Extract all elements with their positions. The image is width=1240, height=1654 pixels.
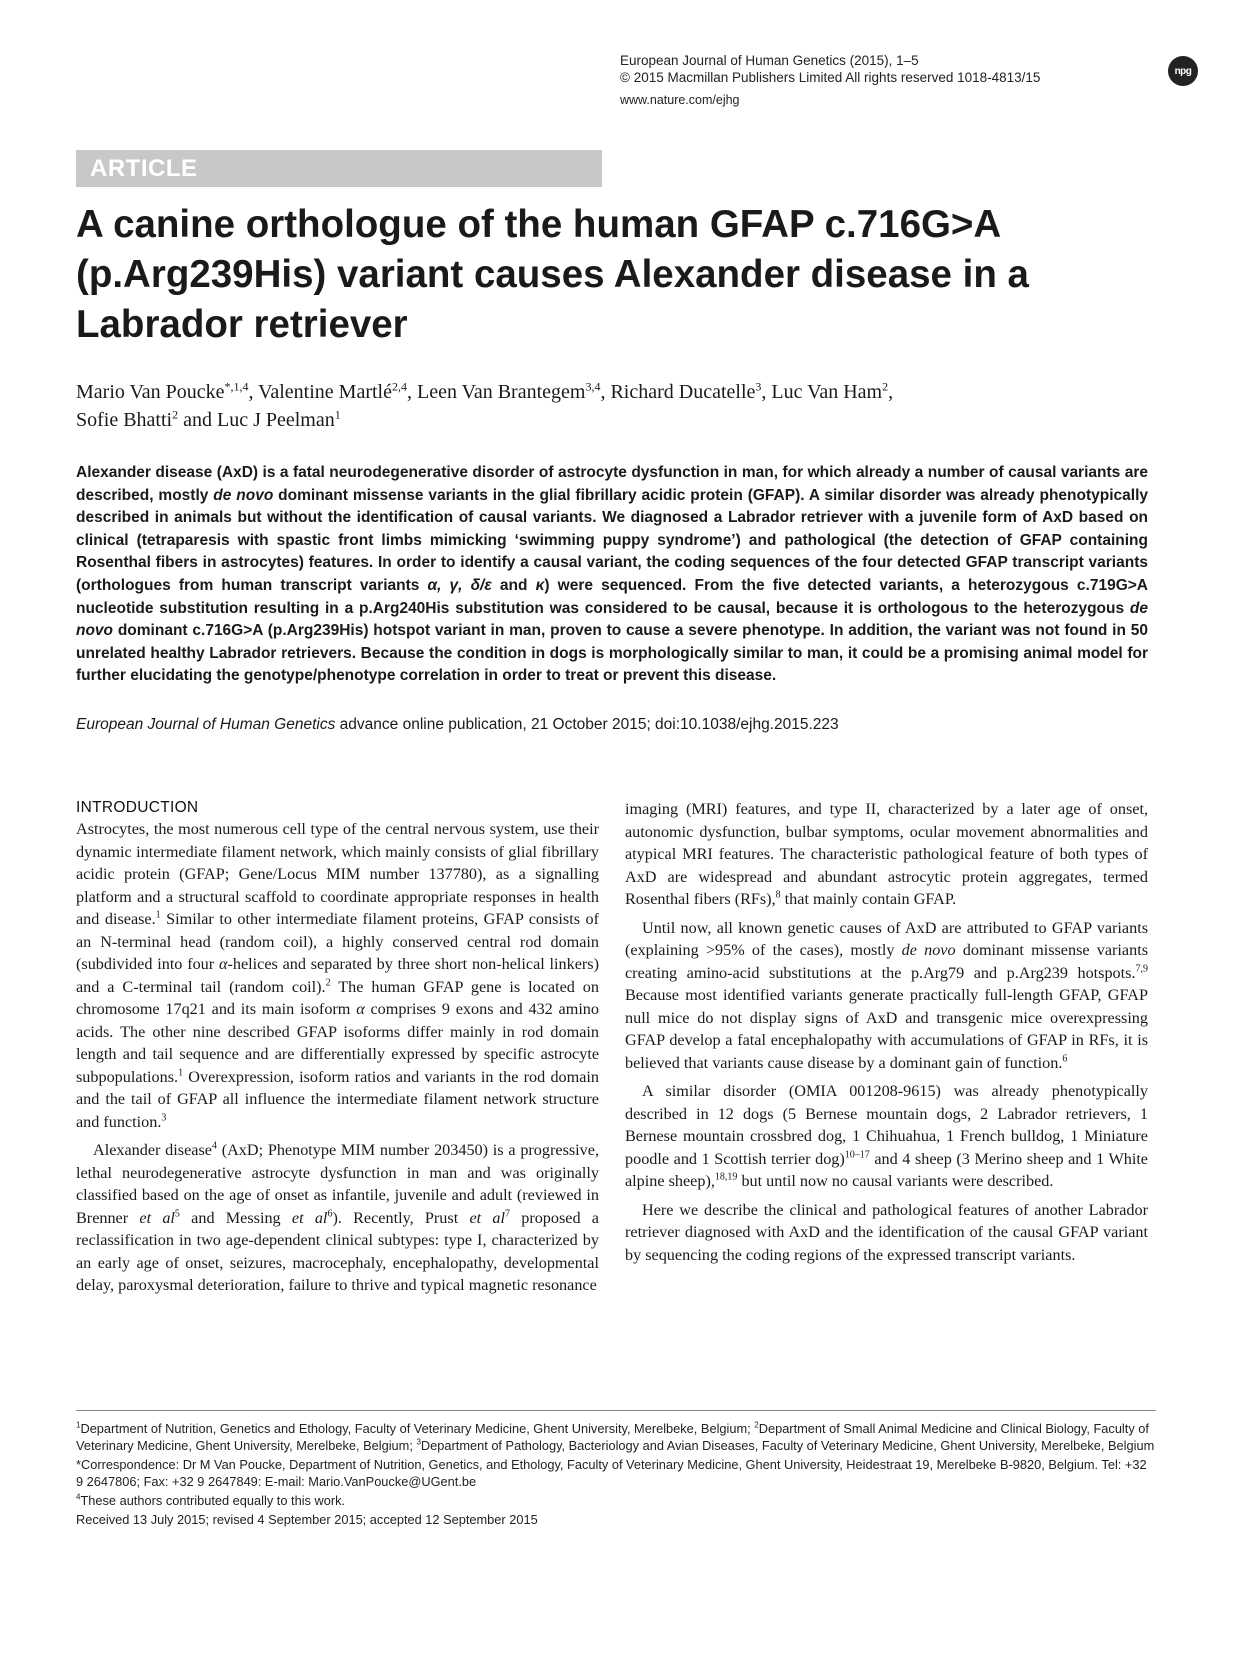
abstract-text: Alexander disease (AxD) is a fatal neurodegenerative disorder of astrocyte dysfunction in man, for which already a number of causal variants are described, mostly [76, 464, 1148, 504]
journal-url[interactable]: www.nature.com/ejhg [620, 93, 740, 107]
author-affiliation: 2 [172, 407, 179, 422]
abstract-text: and [491, 576, 536, 594]
reference-link[interactable]: 10–17 [844, 1149, 870, 1161]
body-text: but until now no causal variants were described. [737, 1172, 1054, 1190]
author-name: Luc Van Ham [771, 381, 883, 403]
separator: , [248, 381, 259, 403]
left-column [76, 798, 599, 1297]
citation-journal: European Journal of Human Genetics [76, 716, 336, 733]
abstract-text: dominant c.716G>A (p.Arg239His) hotspot variant in man, proven to cause a severe phenotype. In addition, the variant was not found in 50 unrelated healthy Labrador retrievers. Because the condition in dogs is morphologically similar to man, it could be a promising animal model for further elucidating the genotype/phenotype correlation in order to treat or prevent this disease. [76, 622, 1148, 685]
author-name: Sofie Bhatti [76, 409, 173, 431]
body-text: dominant missense variants creating amino-acid substitutions at the p.Arg79 and p.Arg239 hotspots. [625, 941, 1149, 982]
body-text: and Messing [179, 1208, 292, 1227]
body-text: A similar disorder (OMIA 001208-9615) was already phenotypically described in 12 dogs (5 Bernese mountain dogs, 2 Labrador retrievers, 1 Bernese mountain crossbred dog, 1 Chihuahua, 1 French bulldog, 1 Miniature poodle and 1 Scottish terrier dog) [625, 1082, 1148, 1168]
reference-link[interactable]: 18,19 [714, 1171, 738, 1183]
abstract-emphasis: de novo [213, 486, 274, 504]
reference-link[interactable]: 8 [775, 889, 781, 901]
right-column [625, 798, 1148, 1266]
footnote-divider [76, 1410, 1156, 1411]
affiliations [76, 1420, 1156, 1454]
separator: , [888, 381, 894, 403]
reference-link[interactable]: 7 [504, 1208, 510, 1220]
author-list [76, 378, 1156, 434]
author-name: Leen Van Brantegem [416, 381, 586, 403]
emphasis: de novo [901, 941, 956, 959]
intro-paragraph-3 [625, 917, 1148, 1075]
author-affiliation: 3 [755, 379, 762, 394]
reference-link[interactable]: 4 [211, 1140, 217, 1152]
body-text: Until now, all known genetic causes of AxD are attributed to GFAP variants (explaining >95% of the cases), mostly [625, 918, 1148, 959]
intro-paragraph-4 [625, 1080, 1148, 1193]
body-text: proposed a reclassification in two age-dependent clinical subtypes: type I, characterized by an early age of onset, seizures, macrocephaly, encephalopathy, developmental delay, paroxysmal deterioration, failure to thrive and typical magnetic resonance [76, 1208, 599, 1294]
footnote-number: 4 [76, 1492, 81, 1502]
et-al: et al [469, 1208, 505, 1227]
intro-paragraph-5: Here we describe the clinical and pathological features of another Labrador retriever diagnosed with AxD and the identification of the causal GFAP variant by sequencing the coding regions of the expressed transcript variants. [625, 1200, 1148, 1264]
intro-paragraph-2 [76, 1139, 599, 1297]
body-text: -helices and separated by three short non-helical linkers) and a C-terminal tail (random coil). [76, 955, 599, 996]
reference-link[interactable]: 5 [174, 1208, 180, 1220]
separator: , [761, 381, 772, 403]
journal-header [620, 52, 1040, 109]
footnote-text: These authors contributed equally to this work. [80, 1493, 346, 1508]
body-text: Alexander disease [93, 1141, 212, 1159]
abstract [76, 462, 1148, 688]
article-type-banner: ARTICLE [76, 150, 602, 187]
author-name: Richard Ducatelle [610, 381, 756, 403]
reference-link[interactable]: 1 [178, 1067, 184, 1079]
abstract-greek: α, γ, δ/ε [427, 576, 492, 594]
affiliation-number: 3 [416, 1437, 421, 1447]
body-text: Astrocytes, the most numerous cell type of the central nervous system, use their dynamic intermediate filament network, which mainly consists of glial fibrillary acidic protein (GFAP; Gene/Locus MIM number 137780), as a signalling platform and a structural scaffold to coordinate appropriate responses in health and disease. [76, 820, 599, 928]
body-text: Similar to other intermediate filament proteins, GFAP consists of an N-terminal head (random coil), a highly conserved central rod domain (subdivided into four [76, 910, 599, 973]
body-text: ). Recently, Prust [332, 1208, 470, 1227]
article-title: A canine orthologue of the human GFAP c.716G>A (p.Arg239His) variant causes Alexander disease in a Labrador retriever [76, 203, 1029, 346]
body-text: imaging (MRI) features, and type II, characterized by a later age of onset, autonomic dysfunction, bulbar symptoms, ocular movement abnormalities and atypical MRI features. The characteristic pathological feature of both types of AxD are widespread and abundant astrocytic protein aggregates, termed Rosenthal fibers (RFs), [625, 800, 1148, 908]
separator: , [406, 381, 417, 403]
citation-doi[interactable]: advance online publication, 21 October 2015; doi:10.1038/ejhg.2015.223 [335, 716, 839, 733]
intro-paragraph-2-continued [625, 798, 1148, 911]
affiliation-text: Department of Pathology, Bacteriology and Avian Diseases, Faculty of Veterinary Medicine, Ghent University, Merelbeke, Belgium [420, 1438, 1155, 1453]
reference-link[interactable]: 2 [325, 977, 331, 989]
npg-logo: npg [1168, 56, 1198, 86]
body-text: Because most identified variants generate practically full-length GFAP, GFAP null mice do not display signs of AxD and transgenic mice overexpressing GFAP develop a fatal encephalopathy with accumulations of GFAP in RFs, it is believed that variants cause disease by a dominant gain of function. [625, 986, 1148, 1072]
received-dates: Received 13 July 2015; revised 4 September 2015; accepted 12 September 2015 [76, 1512, 538, 1527]
et-al: et al [291, 1208, 328, 1227]
separator: and [178, 409, 217, 431]
copyright-line: © 2015 Macmillan Publishers Limited All rights reserved 1018-4813/15 [620, 70, 1041, 85]
body-text: that mainly contain GFAP. [780, 890, 957, 908]
body-text: Overexpression, isoform ratios and variants in the rod domain and the tail of GFAP all influence the intermediate filament network structure and function. [76, 1067, 599, 1131]
author-name: Mario Van Poucke [76, 381, 225, 403]
abstract-text: dominant missense variants in the glial fibrillary acidic protein (GFAP). A similar disorder was already phenotypically described in animals but without the identification of causal variants. We diagnosed a Labrador retriever with a juvenile form of AxD based on clinical (tetraparesis with spastic front limbs mimicking ‘swimming puppy syndrome’) and pathological (the detection of GFAP containing Rosenthal fibers in astrocytes) features. In order to identify a causal variant, the coding sequences of the four detected GFAP transcript variants (orthologues from human transcript variants [76, 486, 1149, 594]
greek-symbol: α [218, 955, 228, 973]
intro-paragraph-1 [76, 818, 599, 1133]
author-name: Valentine Martlé [258, 381, 392, 403]
author-affiliation: 2 [882, 379, 889, 394]
author-affiliation: 3,4 [585, 379, 601, 394]
affiliation-text: Department of Nutrition, Genetics and Ethology, Faculty of Veterinary Medicine, Ghent University, Merelbeke, Belgium; [80, 1421, 755, 1436]
body-text: The human GFAP gene is located on chromosome 17q21 and its main isoform [76, 977, 599, 1018]
abstract-text: ) were sequenced. From the five detected variants, a heterozygous c.719G>A nucleotide substitution resulting in a p.Arg240His substitution was considered to be causal, because it is orthologous to the heterozygous [76, 576, 1148, 617]
reference-link[interactable]: 3 [161, 1112, 167, 1124]
journal-citation-line: European Journal of Human Genetics (2015), 1–5 [620, 53, 919, 68]
body-text: comprises 9 exons and 432 amino acids. The other nine described GFAP isoforms differ mainly in rod domain length and tail sequence and are differentially expressed by specific astrocyte subpopulations. [76, 1000, 599, 1086]
equal-contribution-note [76, 1492, 1156, 1509]
reference-link[interactable]: 6 [1062, 1053, 1068, 1065]
affiliation-number: 1 [76, 1420, 81, 1430]
et-al: et al [139, 1208, 175, 1227]
body-text: and 4 sheep (3 Merino sheep and 1 White alpine sheep), [625, 1149, 1148, 1190]
section-heading-introduction: INTRODUCTION [76, 799, 199, 816]
author-affiliation: 1 [334, 407, 341, 422]
reference-link[interactable]: 6 [327, 1208, 333, 1220]
footnotes [76, 1420, 1156, 1530]
article-citation [76, 714, 1148, 736]
separator: , [600, 381, 611, 403]
affiliation-text: Department of Small Animal Medicine and Clinical Biology, Faculty of Veterinary Medicine, Ghent University, Merelbeke, Belgium; [76, 1421, 1149, 1453]
greek-symbol: α [356, 1000, 365, 1018]
reference-link[interactable]: 7,9 [1135, 963, 1148, 975]
reference-link[interactable]: 1 [155, 909, 161, 921]
author-name: Luc J Peelman [217, 409, 335, 431]
body-text: (AxD; Phenotype MIM number 203450) is a progressive, lethal neurodegenerative astrocyte dysfunction in man and was originally classified based on the age of onset as infantile, juvenile and adult (reviewed in Brenner [76, 1141, 599, 1227]
abstract-emphasis: de novo [76, 599, 1148, 640]
author-affiliation: *,1,4 [224, 379, 249, 394]
correspondence: *Correspondence: Dr M Van Poucke, Department of Nutrition, Genetics, and Ethology, Faculty of Veterinary Medicine, Ghent University, Heidestraat 19, Merelbeke B-9820, Belgium. Tel: +32 9 2647806; Fax: +32 9 2647849: E-mail: Mario.VanPoucke@UGent.be [76, 1457, 1147, 1489]
abstract-greek: κ [535, 576, 545, 594]
author-affiliation: 2,4 [391, 379, 407, 394]
affiliation-number: 2 [754, 1420, 759, 1430]
